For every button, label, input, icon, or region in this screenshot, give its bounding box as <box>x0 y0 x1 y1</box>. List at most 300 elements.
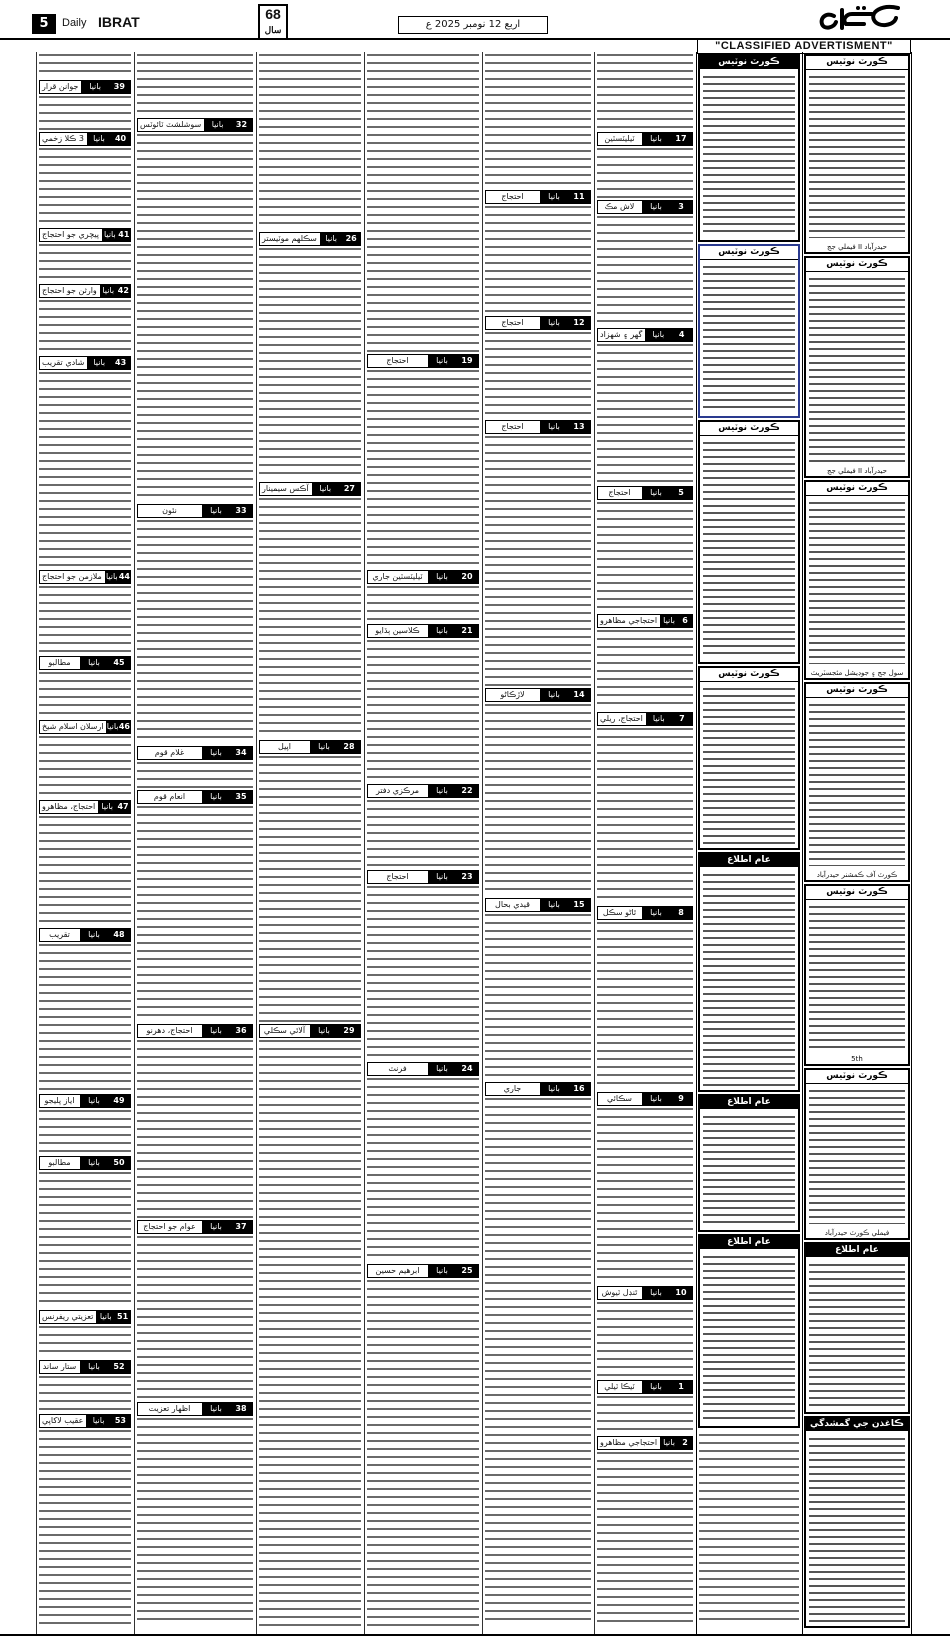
item-number: 52 <box>108 1361 130 1373</box>
item-header <box>485 316 591 330</box>
item-number: 20 <box>456 571 478 583</box>
article-text <box>39 1324 131 1358</box>
item-tag: بانيا <box>79 1095 108 1107</box>
item-tag: بانيا <box>539 191 568 203</box>
item-number: 14 <box>568 689 590 701</box>
item-title: احتجاج، مظاهرو <box>42 802 96 811</box>
item-title: اپيل <box>278 742 291 751</box>
item-header <box>137 1220 253 1234</box>
item-header <box>597 1092 693 1106</box>
article-text <box>367 52 479 352</box>
item-tag: بانيا <box>95 1311 115 1323</box>
court-notice <box>804 54 910 254</box>
item-title: آڪس سيمينار <box>262 484 309 493</box>
issue-date: اربع 12 نومبر 2025 ع <box>398 16 548 34</box>
court-notice <box>804 884 910 1066</box>
article-text <box>597 52 693 130</box>
article-text <box>485 52 591 188</box>
item-number: 1 <box>670 1381 692 1393</box>
item-title: ابرهيم حسين <box>375 1266 420 1275</box>
item-number: 32 <box>231 119 252 131</box>
item-tag: بانيا <box>203 119 231 131</box>
item-header <box>597 906 693 920</box>
item-title: احتجاج <box>386 356 409 365</box>
item-number: 17 <box>670 133 692 145</box>
column-5 <box>482 52 593 1634</box>
item-header <box>259 740 361 754</box>
article-text <box>259 246 361 480</box>
notice-title: ڪورٽ نوٽيس <box>700 422 798 436</box>
general-notice <box>698 1094 800 1232</box>
item-title: پيچري جو احتجاج <box>42 230 99 239</box>
item-number: 28 <box>338 741 360 753</box>
article-text <box>39 370 131 568</box>
paper-name: IBRAT <box>98 14 140 30</box>
item-header <box>259 482 361 496</box>
item-tag: بانيا <box>79 1157 108 1169</box>
item-number: 15 <box>568 899 590 911</box>
item-title: احتجاج <box>501 192 524 201</box>
item-header <box>485 420 591 434</box>
item-tag: بانيا <box>641 133 670 145</box>
item-tag: بانيا <box>104 571 119 583</box>
item-tag: بانيا <box>201 791 230 803</box>
item-title: عقيب لاکاپي <box>42 1416 84 1425</box>
paper-logo <box>812 2 906 34</box>
notice-body <box>809 1436 905 1623</box>
item-header <box>259 1024 361 1038</box>
item-tag: بانيا <box>106 722 119 731</box>
item-tag: بانيا <box>427 1063 456 1075</box>
notice-title: ڪورٽ نوٽيس <box>700 668 798 682</box>
item-tag: بانيا <box>101 229 118 241</box>
item-header <box>597 1436 693 1450</box>
item-title: مطالبو <box>48 658 71 667</box>
item-title: تعزيتي ريفرنس <box>42 1312 94 1321</box>
item-tag: بانيا <box>79 657 108 669</box>
item-title: ڪلاسين ٻڌايو <box>375 626 420 635</box>
notice-title: ڪورٽ نوٽيس <box>806 684 908 698</box>
item-header <box>367 354 479 368</box>
item-number: 26 <box>342 233 360 245</box>
column-7-notices <box>696 52 801 1634</box>
item-title: لاڙڪاڻو <box>500 690 525 699</box>
item-number: 47 <box>117 802 129 811</box>
article-text <box>597 726 693 904</box>
item-header <box>39 1310 131 1324</box>
notice-signature: فيملي ڪورٽ حيدرآباد <box>824 1229 890 1237</box>
item-tag: بانيا <box>319 233 342 245</box>
item-title: احتجاج <box>386 872 409 881</box>
item-number: 24 <box>456 1063 478 1075</box>
year-label: سال <box>264 25 282 35</box>
item-header <box>39 570 131 584</box>
article-text <box>597 920 693 1090</box>
article-text <box>137 760 253 788</box>
item-tag: بانيا <box>80 81 108 93</box>
item-number: 5 <box>670 487 692 499</box>
item-number: 36 <box>230 1025 252 1037</box>
notice-body <box>809 276 905 462</box>
item-title: نئون <box>162 506 177 515</box>
item-header <box>367 570 479 584</box>
item-header <box>137 790 253 804</box>
item-tag: بانيا <box>427 625 456 637</box>
item-title: احتجاج، دھرنو <box>146 1026 193 1035</box>
item-header <box>367 1062 479 1076</box>
notice-body <box>809 74 905 238</box>
item-number: 19 <box>456 355 478 367</box>
item-title: ٿاڻو سڪل <box>602 908 637 917</box>
column-8-notices <box>802 52 912 1634</box>
notice-signature: ڪورٽ آف ڪمشنر حيدرآباد <box>816 871 898 879</box>
item-tag: بانيا <box>427 785 456 797</box>
item-title: احتجاج، ريلي <box>600 714 643 723</box>
court-notice <box>804 1068 910 1240</box>
item-title: سڪائي <box>607 1094 632 1103</box>
article-text <box>485 702 591 896</box>
item-number: 34 <box>230 747 252 759</box>
year-box <box>258 4 288 40</box>
notice-body <box>703 686 795 845</box>
item-header <box>485 1082 591 1096</box>
item-header <box>367 784 479 798</box>
item-number: 2 <box>678 1437 692 1449</box>
article-text <box>137 52 253 116</box>
article-text <box>39 146 131 226</box>
column-6 <box>594 52 695 1634</box>
masthead <box>0 0 950 40</box>
notice-body <box>703 1114 795 1227</box>
article-text <box>485 912 591 1080</box>
article-text <box>39 734 131 798</box>
item-number: 11 <box>568 191 590 203</box>
notice-title: ڪورٽ نوٽيس <box>806 258 908 272</box>
item-title: ستار ساند <box>42 1362 77 1371</box>
notice-body <box>703 74 795 237</box>
article-text <box>367 368 479 568</box>
item-title: 3 ڪلا زخمي <box>42 134 84 143</box>
article-text <box>259 1038 361 1626</box>
page-footer-rule <box>0 1634 950 1650</box>
item-tag: بانيا <box>309 1025 338 1037</box>
item-number: 43 <box>111 357 130 369</box>
item-number: 10 <box>670 1287 692 1299</box>
item-title: لاش مڪ <box>604 202 635 211</box>
item-number: 48 <box>108 929 130 941</box>
article-text <box>39 52 131 76</box>
item-tag: بانيا <box>201 505 230 517</box>
article-text <box>485 330 591 418</box>
item-header <box>367 1264 479 1278</box>
item-number: 50 <box>108 1157 130 1169</box>
item-header <box>597 132 693 146</box>
article-text <box>367 1278 479 1626</box>
article-text <box>597 1300 693 1378</box>
item-number: 35 <box>230 791 252 803</box>
item-number: 7 <box>672 713 692 725</box>
item-number: 46 <box>118 722 130 731</box>
item-header <box>597 614 693 628</box>
item-tag: بانيا <box>427 355 456 367</box>
item-tag: بانيا <box>539 317 568 329</box>
item-tag: بانيا <box>85 1415 110 1427</box>
item-tag: بانيا <box>311 483 339 495</box>
notice-title: ڪورٽ نوٽيس <box>806 482 908 496</box>
general-notice <box>804 1242 910 1414</box>
item-header <box>39 1156 131 1170</box>
article-text <box>597 214 693 326</box>
item-header <box>39 1360 131 1374</box>
item-header <box>39 720 131 734</box>
item-title: احتجاجي مظاهرو <box>600 616 658 625</box>
item-tag: بانيا <box>539 421 568 433</box>
article-text <box>39 94 131 130</box>
item-tag: بانيا <box>539 899 568 911</box>
article-text <box>39 1374 131 1412</box>
daily-label: Daily <box>62 17 87 29</box>
article-text <box>39 1108 131 1154</box>
item-tag: بانيا <box>201 747 230 759</box>
item-title: عوام جو احتجاج <box>143 1222 196 1231</box>
item-tag: بانيا <box>309 741 338 753</box>
article-text <box>597 1106 693 1284</box>
article-text <box>367 798 479 868</box>
item-title: انعام قوم <box>153 792 186 801</box>
article-text <box>259 52 361 230</box>
item-number: 42 <box>117 286 129 295</box>
item-number: 8 <box>670 907 692 919</box>
item-header <box>137 1402 253 1416</box>
item-title: سوشلشٽ ٽائوٽس <box>140 120 202 129</box>
article-text <box>699 1432 799 1626</box>
item-header <box>39 228 131 242</box>
article-text <box>485 1096 591 1626</box>
article-text <box>597 146 693 198</box>
item-tag: بانيا <box>641 201 670 213</box>
item-title: شادي تقريب <box>42 358 85 367</box>
item-title: مطالبو <box>48 1158 71 1167</box>
notice-title: عام اطلاع <box>700 1096 798 1109</box>
notice-title: ڪورٽ نوٽيس <box>806 56 908 70</box>
item-title: وارثن جو احتجاج <box>42 286 97 295</box>
item-tag: بانيا <box>99 285 117 297</box>
item-number: 51 <box>117 1312 129 1321</box>
item-number: 27 <box>339 483 360 495</box>
article-text <box>367 884 479 1060</box>
article-text <box>485 434 591 686</box>
item-number: 39 <box>109 81 130 93</box>
item-number: 29 <box>338 1025 360 1037</box>
article-text <box>39 670 131 718</box>
item-header <box>597 712 693 726</box>
item-header <box>485 898 591 912</box>
notice-title: ڪورٽ نوٽيس <box>806 1070 908 1084</box>
item-header <box>485 190 591 204</box>
notice-signature: فيملي جج II حيدرآباد <box>827 243 887 251</box>
item-title: ملازمن جو احتجاج <box>42 572 102 581</box>
item-title: اياز پليجو <box>44 1096 75 1105</box>
item-tag: بانيا <box>427 1265 456 1277</box>
item-header <box>137 1024 253 1038</box>
item-tag: بانيا <box>644 329 671 341</box>
article-text <box>367 584 479 622</box>
item-title: مرڪزي دفتر <box>375 786 420 795</box>
item-number: 21 <box>456 625 478 637</box>
item-title: ٽيڪا ٽيلي <box>604 1382 635 1391</box>
item-header <box>39 1094 131 1108</box>
notice-signature: فيملي جج II حيدرآباد <box>827 467 887 475</box>
item-header <box>485 688 591 702</box>
item-number: 12 <box>568 317 590 329</box>
item-title: اظهار تعزيت <box>148 1404 191 1413</box>
item-header <box>597 1286 693 1300</box>
item-header <box>597 200 693 214</box>
article-text <box>259 496 361 738</box>
notice-title: عام اطلاع <box>700 1236 798 1249</box>
item-tag: بانيا <box>641 907 670 919</box>
item-title: جوانن قرار <box>42 82 79 91</box>
article-text <box>597 342 693 484</box>
notice-body <box>703 264 795 413</box>
article-text <box>39 942 131 1092</box>
item-number: 49 <box>108 1095 130 1107</box>
notice-body <box>809 904 905 1050</box>
item-header <box>39 132 131 146</box>
item-tag: بانيا <box>79 1361 108 1373</box>
lost-documents-notice <box>804 1416 910 1628</box>
item-number: 6 <box>678 615 692 627</box>
notice-body <box>809 500 905 664</box>
article-text <box>39 1170 131 1308</box>
article-text <box>137 518 253 744</box>
item-title: ارسلان اسلام شيخ <box>42 722 104 731</box>
item-tag: بانيا <box>539 689 568 701</box>
notice-body <box>809 1088 905 1224</box>
item-title: جاري <box>503 1084 522 1093</box>
item-header <box>39 928 131 942</box>
notice-title: عام اطلاع <box>700 854 798 867</box>
item-tag: بانيا <box>641 1287 670 1299</box>
item-header <box>39 1414 131 1428</box>
notice-body <box>703 872 795 1087</box>
item-title: سڪلهم موٽيستر <box>262 234 317 243</box>
item-title: فرنٽ <box>388 1064 407 1073</box>
item-number: 37 <box>230 1221 252 1233</box>
item-number: 45 <box>108 657 130 669</box>
item-tag: بانيا <box>427 871 456 883</box>
item-header <box>367 624 479 638</box>
article-text <box>367 638 479 782</box>
notice-signature: 5th <box>851 1055 863 1063</box>
notice-body <box>809 1262 905 1409</box>
item-header <box>39 80 131 94</box>
article-text <box>137 1416 253 1626</box>
item-tag: بانيا <box>641 487 670 499</box>
item-tag: بانيا <box>201 1403 230 1415</box>
item-tag: بانيا <box>645 713 672 725</box>
item-header <box>39 356 131 370</box>
article-text <box>137 804 253 1022</box>
column-2 <box>134 52 255 1634</box>
item-header <box>259 232 361 246</box>
notice-title: ڪورٽ نوٽيس <box>700 246 798 260</box>
column-1 <box>36 52 133 1634</box>
court-notice <box>698 54 800 242</box>
column-4 <box>364 52 481 1634</box>
article-text <box>39 298 131 354</box>
column-3 <box>256 52 363 1634</box>
year-number: 68 <box>265 6 281 22</box>
article-text <box>597 1394 693 1434</box>
item-title: احتجاج <box>501 318 524 327</box>
article-text <box>367 1076 479 1262</box>
item-number: 23 <box>456 871 478 883</box>
item-title: گھر ۽ شهزاد <box>600 330 643 339</box>
item-number: 38 <box>230 1403 252 1415</box>
item-header <box>39 656 131 670</box>
notice-title: عام اطلاع <box>806 1244 908 1257</box>
item-number: 41 <box>118 230 130 239</box>
article-text <box>597 1450 693 1626</box>
article-text <box>39 242 131 282</box>
article-text <box>39 584 131 654</box>
item-title: احتجاجي مظاهرو <box>600 1438 658 1447</box>
general-notice <box>698 852 800 1092</box>
item-number: 16 <box>568 1083 590 1095</box>
item-number: 40 <box>111 133 130 145</box>
notice-title: ڪاغذن جي گمشدگي <box>806 1418 908 1431</box>
item-tag: بانيا <box>427 571 456 583</box>
item-title: ٽيليٽسٽين جاري <box>372 572 423 581</box>
item-number: 44 <box>118 572 130 581</box>
notice-body <box>703 1254 795 1423</box>
item-header <box>597 1380 693 1394</box>
article-text <box>597 628 693 710</box>
notice-title: ڪورٽ نوٽيس <box>700 56 798 69</box>
item-header <box>137 118 253 132</box>
item-title: آلائي سڪلي <box>263 1026 306 1035</box>
classified-heading: "CLASSIFIED ADVERTISMENT" <box>697 38 911 54</box>
item-number: 22 <box>456 785 478 797</box>
item-title: احتجاج <box>608 488 631 497</box>
court-notice <box>804 256 910 478</box>
article-text <box>137 132 253 502</box>
item-title: ٿنڊل ٽيوش <box>601 1288 638 1297</box>
item-title: ٽيليٽسٽين <box>604 134 635 143</box>
court-notice <box>698 666 800 850</box>
item-number: 53 <box>111 1415 130 1427</box>
item-number: 13 <box>568 421 590 433</box>
item-title: غلام قوم <box>154 748 185 757</box>
item-header <box>137 746 253 760</box>
item-tag: بانيا <box>201 1221 230 1233</box>
item-header <box>137 504 253 518</box>
notice-body <box>809 702 905 866</box>
item-number: 33 <box>230 505 252 517</box>
notice-body <box>703 440 795 659</box>
item-number: 25 <box>456 1265 478 1277</box>
item-tag: بانيا <box>86 357 111 369</box>
item-title: احتجاج <box>501 422 524 431</box>
item-tag: بانيا <box>97 801 116 813</box>
article-text <box>259 754 361 1022</box>
item-number: 4 <box>671 329 692 341</box>
item-tag: بانيا <box>641 1093 670 1105</box>
court-notice <box>804 682 910 882</box>
item-header <box>39 284 131 298</box>
item-tag: بانيا <box>79 929 108 941</box>
